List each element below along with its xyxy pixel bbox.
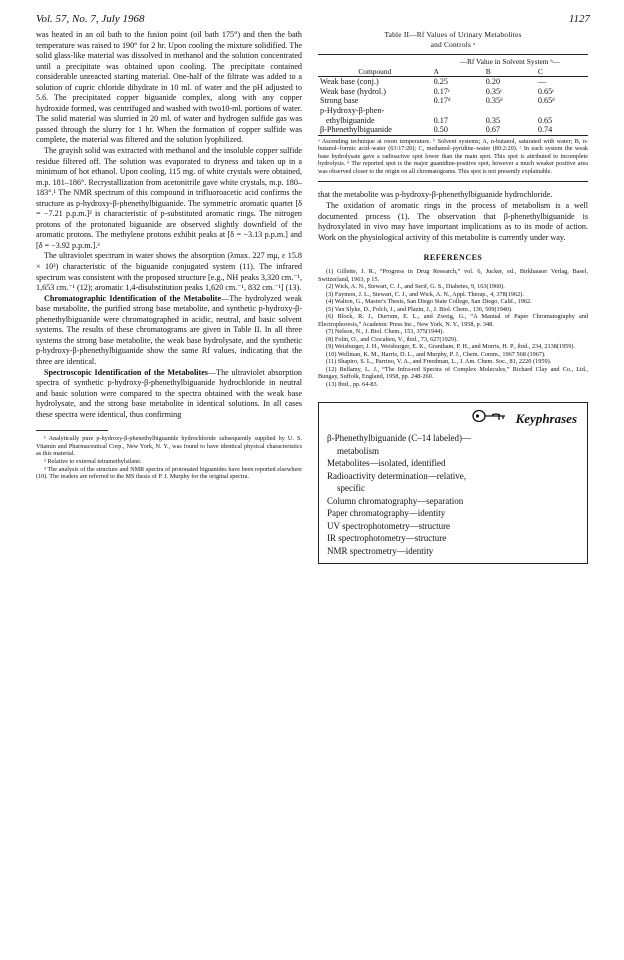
page-number: 1127: [568, 13, 590, 25]
paragraph-text: —The hydrolyzed weak base metabolite, the purified strong base metabolite, and synthetic p-hydroxy-β-phenethylbiguanide were chromatographed in acidic, neutral, and basic solvent systems. The results of these chromatograms are given in Table II. In all three systems the strong base metabolite, the weak base hydrolysate, and the synthetic p-hydroxy-β-phenethylbiguanide show the same Rf values, indicating that the three are identical.: [36, 293, 302, 366]
reference-item: (10) Wellman, K. M., Harris, D. L., and Murphy, P. J., Chem. Comm., 1967 568 (1967).: [326, 350, 546, 358]
table-row: [318, 77, 588, 87]
table-cell: 0.17ᶜ: [433, 86, 451, 96]
table-cell: 0.25: [433, 77, 448, 87]
table-cell: 0.74: [536, 125, 588, 135]
table-cell: 0.65ᶜ: [537, 86, 555, 96]
running-header-journal: Vol. 57, No. 7, July 1968: [36, 13, 145, 25]
body-paragraph: that the metabolite was p-hydroxy-β-phenethylbiguanide hydrochloride.: [318, 190, 553, 200]
table-cell: 0.65: [537, 115, 553, 125]
keyphrase-item: Column chromatography—separation: [327, 495, 464, 506]
reference-item: (9) Weisburger, J. H., Weisburger, E. K., Grantham, P. H., and Morris, H. P., ibid., 234, 2138(1959).: [326, 343, 576, 351]
body-paragraph: was heated in an oil bath to the fusion point (oil bath 175°) and then the bath temperature was raised to 190° for 2 hr. Upon cooling the mixture solidified. The solid glass-like material was dissolved in methanol and the solution concentrated until a precipitate was obtained upon cooling. The precipitate contained considerable unreacted starting material. One-half of the filtrate was added to a solution of cupric chloride dihydrate in 10 ml. of water and the pH adjusted to 5.6. The precipitated copper biguanide complex, along with any copper hydroxide formed, was centrifuged and washed with two10-ml. portions of water. The solid material was slurried in 20 ml. of water and hydrogen sulfide gas was passed through the slurry for 1 hr. When the formation of copper sulfide was complete, the material was filtered and the solution lyophilized.: [36, 30, 302, 145]
references-list: [318, 268, 588, 388]
keyphrase-item: UV spectrophotometry—structure: [327, 520, 451, 531]
rf-values-table: [318, 54, 588, 136]
keyphrases-title: Keyphrases: [515, 410, 577, 426]
section-heading: Chromatographic Identification of the Metabolite: [44, 293, 222, 303]
reference-item: (11) Shapiro, S. L., Parrino, V. A., and Freedman, L., J. Am. Chem. Soc., 81, 2220 (1959).: [326, 358, 552, 366]
col-header-c: C: [536, 67, 588, 77]
body-paragraph: [36, 294, 302, 368]
keyphrase-item: IR spectrophotometry—structure: [327, 533, 447, 544]
solvent-group-header: —Rf Value in Solvent System ᵇ—: [432, 55, 588, 67]
body-paragraph: The oxidation of aromatic rings in the process of metabolism is a well documented process (1). The observation that β-phenethylbiguanide is hydroxylated in vivo may have important implications as to its mode of action. Work on the physiological activity of this metabolite is currently under way.: [318, 200, 588, 242]
table-cell: 0.50: [432, 125, 484, 135]
table-cell: 0.65ᵈ: [537, 96, 555, 106]
table-cell: —: [537, 77, 547, 87]
footnote: ¹ Analytically pure p-hydroxy-β-phenethylbiguanide hydrochloride subsequently supplied by U. S. Vitamin and Pharmaceutical Corp., New York, N. Y., was found to have identical physical characteristics as this material.: [36, 435, 302, 458]
table-cell: 0.20: [485, 77, 501, 87]
table-cell: [318, 106, 432, 125]
body-paragraph: The ultraviolet spectrum in water shows the absorption (λmax. 227 mμ, ε 15.8 × 10³) characteristic of the biguanide conjugated system (11). The infrared spectrum was consistent with the proposed structure [e.g., NH peaks 3,320 cm.⁻¹, 1,653 cm.⁻¹ (12); aromatic 1,4-disubstitution peaks 1,620 cm.⁻¹, 832 cm.⁻¹] (13).: [36, 251, 302, 293]
table-cell: 0.35ᶜ: [485, 86, 503, 96]
left-column: [36, 30, 302, 481]
references-heading: REFERENCES: [423, 253, 483, 263]
keyphrase-item: Radioactivity determination—relative,: [327, 470, 466, 481]
keyphrase-item: β-Phenethylbiguanide (C–14 labeled)—: [327, 433, 472, 444]
keyphrase-item: Paper chromatography—identity: [327, 508, 446, 519]
reference-item: (3) Faymon, J. L., Stewart, C. J., and Wick, A. N., Appl. Therap., 4, 378(1962).: [326, 290, 524, 298]
compound-header: Compound: [318, 67, 432, 77]
table-bottom-rule: [318, 181, 588, 182]
reference-item: (13) Ibid., pp. 64-83.: [326, 380, 379, 388]
table-cell: β-Phenethylbiguanide: [318, 125, 432, 135]
reference-item: (5) Van Slyke, D., Folch, J., and Plazin, J., J. Biol. Chem., 136, 509(1940).: [326, 305, 513, 313]
table-cell: Weak base (conj.): [320, 77, 379, 87]
right-column: [318, 30, 588, 564]
table-caption: [318, 30, 588, 49]
table-title-line: Table II—Rf Values of Urinary Metabolites: [384, 30, 522, 39]
table-cell: 0.17ᵈ: [433, 96, 451, 106]
col-header-b: B: [484, 67, 536, 77]
reference-item: (7) Nelson, N., J. Biol. Chem., 153, 375(1944).: [326, 328, 445, 336]
body-paragraph: [36, 368, 302, 421]
keyphrase-item: NMR spectrometry—identity: [327, 545, 434, 556]
table-header-cell: [318, 55, 432, 67]
table-row: [318, 106, 588, 125]
keyphrase-item: metabolism: [337, 445, 379, 456]
footnote: ³ The analysis of the structure and NMR spectra of protonated biguanides have been reported elsewhere (10). The readers are referred to the MS thesis of P. J. Murphy for the original spectra.: [36, 465, 302, 481]
table-row: [318, 87, 588, 97]
paragraph-text: —The ultraviolet absorption spectra of synthetic p-hydroxy-β-phenethylbiguanide hydrochloride in neutral and basic solution were compared to the spectra obtained with the weak base hydrolysate, and the strong base metabolite in identical solutions. In all cases these spectra were identical, thus confirming: [36, 367, 302, 419]
table-cell: Strong base: [320, 96, 359, 106]
table-title-line: and Controls ᵃ: [430, 39, 476, 49]
table-row: [318, 125, 588, 135]
compound-name-line: ethylbiguanide: [326, 115, 375, 125]
keyphrase-item: Metabolites—isolated, identified: [327, 458, 446, 469]
table-cell: 0.35ᵈ: [485, 96, 503, 106]
reference-item: (4) Walton, G., Master's Thesis, San Diego State College, San Diego, Calif., 1962.: [326, 298, 532, 306]
keyphrases-header: [327, 409, 577, 428]
keyphrase-item: specific: [337, 483, 365, 494]
key-icon: [472, 409, 508, 428]
table-cell: 0.17: [433, 115, 448, 125]
compound-name-line: p-Hydroxy-β-phen-: [320, 105, 385, 115]
table-cell: 0.35: [485, 115, 501, 125]
footnote: ² Relative to external tetramethylsilane.: [44, 458, 142, 466]
table-row: [318, 96, 588, 106]
section-heading: Spectroscopic Identification of the Metabolites: [44, 367, 208, 377]
reference-item: (2) Wick, A. N., Stewart, C. J., and Serif, G. S., Diabetes, 9, 163(1960).: [326, 283, 505, 291]
reference-item: (1) Gillette, J. R., “Progress in Drug Research,” vol. 6, Jucker, ed., Birkhauser Verlag, Basel, Switzerland, 1963, p 15.: [318, 268, 588, 283]
reference-item: (6) Block, R. J., Durrum, E. L., and Zweig, G., “A Manual of Paper Chromatography and Electrophoresis,” Academic Press Inc., New York, N. Y., 1958, p. 348.: [318, 313, 588, 328]
reference-item: (8) Folin, O., and Ciocalteu, V., ibid., 73, 627(1929).: [326, 335, 458, 343]
body-paragraph: The grayish solid was extracted with methanol and the insoluble copper sulfide residue filtered off. The solution was evaporated to dryness and taken up in a minimum of hot ethanol. Upon cooling, 115 mg. of white crystals were obtained, m.p. 181–186°. Recrystallization from acetonitrile gave white crystals, m.p. 180–183°.¹ The NMR spectrum of this compound in trifluoroacetic acid confirms the structure as p-hydroxy-β-phenethylbiguanide. The symmetric aromatic quartet [δ = −7.21 p.p.m.]² is characteristic of p-substituted aromatic rings. The nitrogen protons of the protonated biguanide are observed slightly downfield of the aromatic protons. The methylene protons exhibit peaks at [δ = −3.13 p.p.m.] and [δ = −3.92 p.p.m.].³: [36, 146, 302, 250]
keyphrases-box: [318, 402, 588, 564]
table-cell: Weak base (hydrol.): [320, 86, 386, 96]
col-header-a: A: [432, 67, 484, 77]
footnote-divider: [36, 430, 108, 431]
table-footnote: ᵃ Ascending technique at room temperature. ᵇ Solvent systems; A, n-butanol, saturated with water; B, n-butanol–formic acid–water (63:17:20); C, methanol–pyridine–water (80:2:20). ᶜ In each system the weak base hydrolysate gave a radioactive spot lower than the main spot. This spot is attributed to incomplete hydrolysis. ᵈ The reported spot is the major guanidine-positive spot, however a much weaker positive area was observed closer to the origin on all chromatograms. This spot is not presently explainable.: [318, 137, 588, 175]
table-cell: 0.67: [484, 125, 536, 135]
reference-item: (12) Bellamy, L. J., “The Infra-red Spectra of Complex Molecules,” Richard Clay and Co., Ltd., Bungay, Suffolk, England, 1958, pp. 248-260.: [318, 365, 588, 381]
